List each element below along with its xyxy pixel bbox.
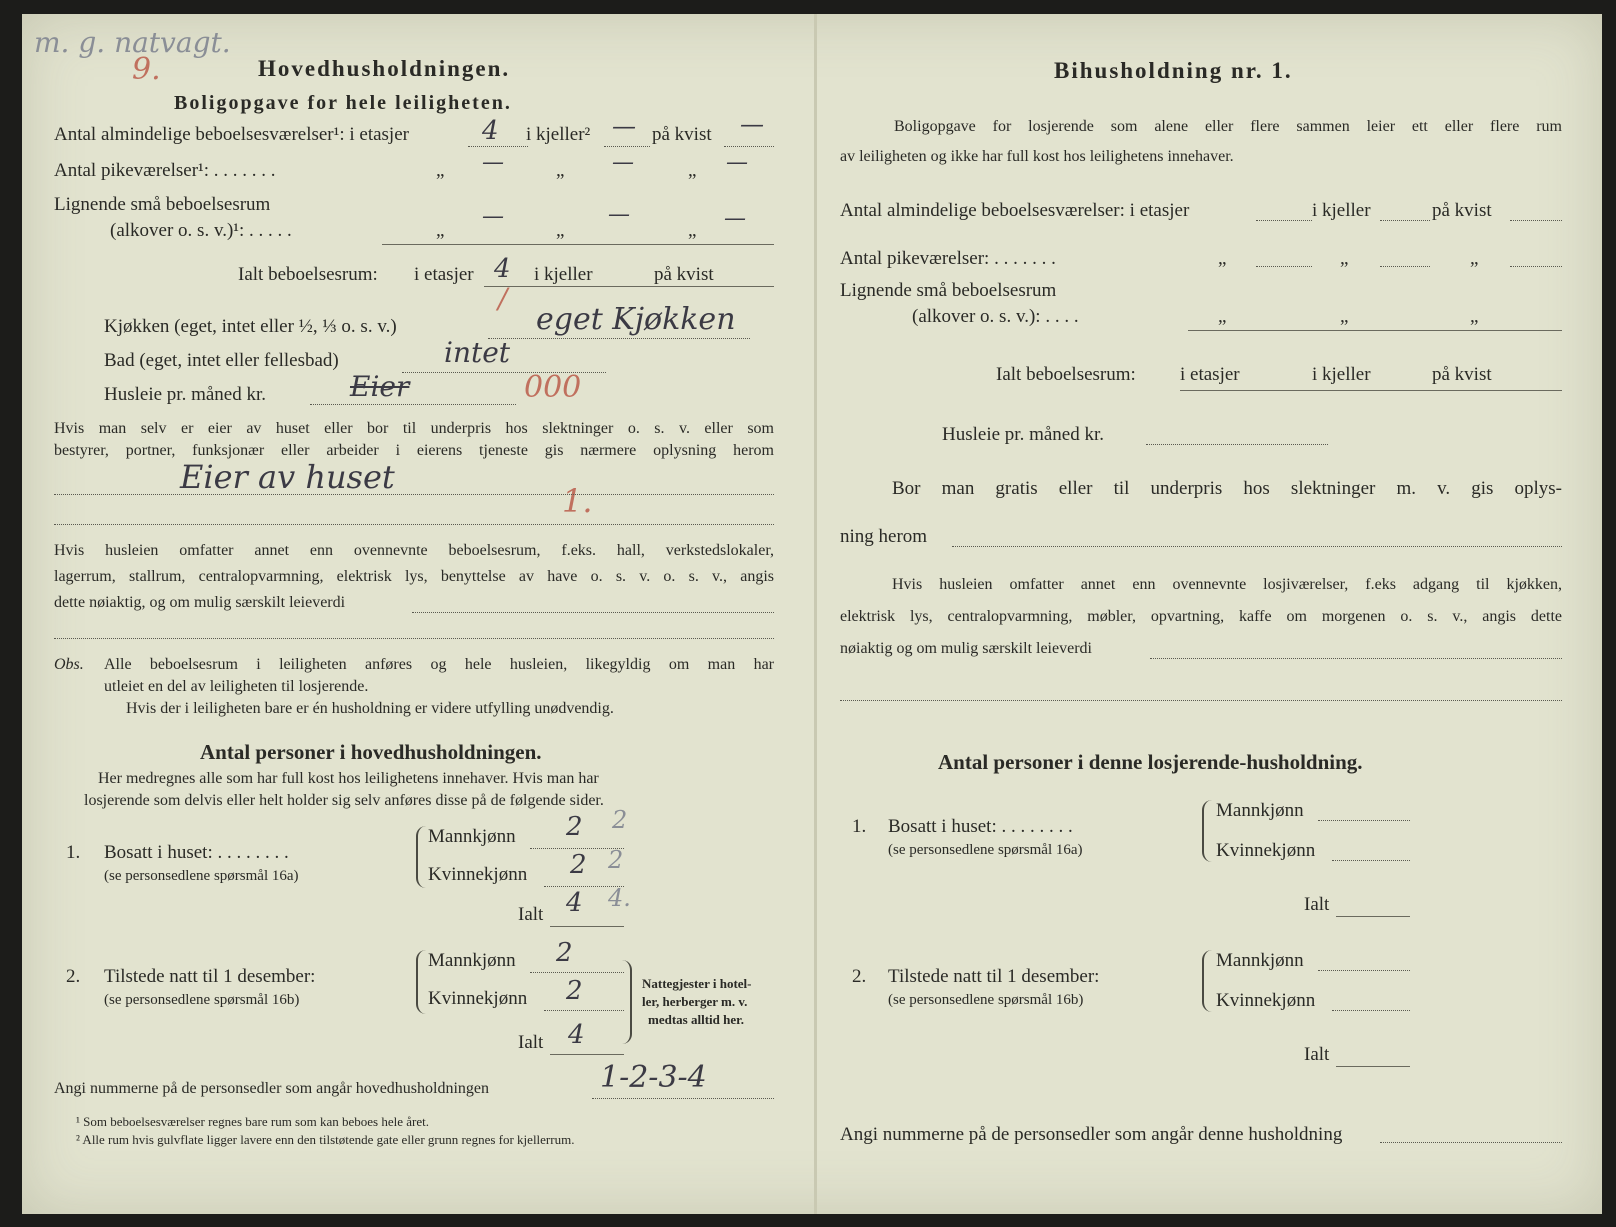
bad-label: Bad (eget, intet eller fellesbad) bbox=[104, 350, 339, 371]
right-intro-1: Boligopgave for losjerende som alene eller flere sammen leier ett eller flere rum bbox=[894, 118, 1562, 135]
husleie-label: Husleie pr. måned kr. bbox=[104, 384, 266, 405]
right-tilstede-mann-line bbox=[1318, 970, 1410, 971]
right-gratis-line bbox=[952, 546, 1562, 547]
row3-ditto-2: „ bbox=[556, 220, 565, 241]
row1-kvist-line bbox=[724, 146, 774, 147]
right-row3-label-a: Lignende små beboelsesrum bbox=[840, 280, 1057, 301]
row1-etasjer-line bbox=[468, 146, 528, 147]
right-omfatter-line-1 bbox=[1150, 658, 1562, 659]
right-omfatter-1: Hvis husleien omfatter annet enn ovennevnte losjiværelser, f.eks adgang til kjøkken, bbox=[892, 576, 1562, 593]
persons-text-1: Her medregnes alle som har full kost hos leilighetens innehaver. Hvis man har bbox=[98, 770, 599, 787]
row3-dash-3: — bbox=[724, 206, 746, 231]
right-omfatter-2: elektrisk lys, centralopvarmning, møbler, opvartning, kaffe om morgenen o. s. v., angis dette bbox=[840, 608, 1562, 625]
right-row2-ditto-1: „ bbox=[1218, 248, 1227, 269]
right-row1-kjeller-line bbox=[1380, 220, 1430, 221]
right-bosatt-sub: (se personsedlene spørsmål 16a) bbox=[888, 842, 1083, 858]
omfatter-text-3: dette nøiaktig, og om mulig særskilt leieverdi bbox=[54, 594, 346, 611]
kjokken-value: eget Kjøkken bbox=[536, 302, 736, 337]
right-bosatt-ialt-line bbox=[1336, 916, 1410, 917]
bosatt-sub: (se personsedlene spørsmål 16a) bbox=[104, 868, 299, 884]
bosatt-kvinne-label: Kvinnekjønn bbox=[428, 864, 528, 885]
right-row3-ditto-1: „ bbox=[1218, 306, 1227, 327]
kjokken-line bbox=[488, 338, 750, 339]
right-row1-kvist-label: på kvist bbox=[1432, 200, 1492, 221]
right-row2-line-3 bbox=[1510, 266, 1562, 267]
right-ialt-kjeller-label: i kjeller bbox=[1312, 364, 1371, 385]
bosatt-mann-label: Mannkjønn bbox=[428, 826, 516, 847]
right-row1-label: Antal almindelige beboelsesværelser: i etasjer bbox=[840, 200, 1190, 221]
right-bosatt-mann-line bbox=[1318, 820, 1410, 821]
right-row2-line-1 bbox=[1256, 266, 1312, 267]
row2-ditto-3: „ bbox=[688, 160, 697, 181]
row2-dash-1: — bbox=[482, 150, 504, 175]
pencil-note: m. g. natvagt. bbox=[34, 26, 231, 59]
row3-label-b: (alkover o. s. v.)¹: . . . . . bbox=[110, 220, 292, 241]
row3-dash-1: — bbox=[482, 204, 504, 229]
right-omfatter-line-2 bbox=[840, 700, 1562, 701]
bosatt-ialt-label: Ialt bbox=[518, 904, 544, 925]
right-bosatt-brace bbox=[1202, 800, 1212, 862]
right-tilstede-brace bbox=[1202, 950, 1212, 1012]
tilstede-kvinne-line bbox=[544, 1010, 624, 1011]
row3-dash-2: — bbox=[608, 202, 630, 227]
red-mark-2: 1. bbox=[562, 482, 593, 520]
right-tilstede-ialt-line bbox=[1336, 1066, 1410, 1067]
right-gratis-2: ning herom bbox=[840, 526, 928, 547]
right-gratis-1: Bor man gratis eller til underpris hos slektninger m. v. gis oplys- bbox=[892, 478, 1562, 499]
page-fold bbox=[814, 14, 817, 1214]
bad-value: intet bbox=[444, 336, 511, 369]
obs-text-1: Alle beboelsesrum i leiligheten anføres og hele husleien, likegyldig om man har bbox=[104, 656, 774, 673]
right-row3-ditto-2: „ bbox=[1340, 306, 1349, 327]
bosatt-ialt-value: 4 bbox=[566, 888, 583, 918]
right-title: Bihusholdning nr. 1. bbox=[1054, 58, 1293, 83]
row3-label-a: Lignende små beboelsesrum bbox=[54, 194, 271, 215]
footnote-2: ² Alle rum hvis gulvflate ligger lavere enn den tilstøtende gate eller grunn regnes for kjellerrum. bbox=[76, 1132, 575, 1147]
left-title: Hovedhusholdningen. bbox=[258, 56, 511, 81]
persons-title: Antal personer i hovedhusholdningen. bbox=[200, 740, 542, 764]
nattegjester-line-1: Nattegjester i hotel- bbox=[642, 976, 752, 991]
kjokken-label: Kjøkken (eget, intet eller ½, ⅓ o. s. v.) bbox=[104, 316, 397, 337]
right-tilstede-mann-label: Mannkjønn bbox=[1216, 950, 1304, 971]
right-bosatt-ialt-label: Ialt bbox=[1304, 894, 1330, 915]
ialt-kvist-label: på kvist bbox=[654, 264, 714, 285]
eier-text-2: bestyrer, portner, funksjonær eller arbeider i eierens tjeneste gis nærmere oplysning herom bbox=[54, 442, 774, 459]
right-row2-line-2 bbox=[1380, 266, 1430, 267]
bosatt-label: Bosatt i huset: . . . . . . . . bbox=[104, 842, 289, 863]
right-row1-kjeller-label: i kjeller bbox=[1312, 200, 1371, 221]
row3-ditto-3: „ bbox=[688, 220, 697, 241]
eier-line-2 bbox=[54, 524, 774, 525]
ialt-line bbox=[484, 286, 774, 287]
page-number: 9. bbox=[132, 52, 161, 87]
tilstede-ialt-label: Ialt bbox=[518, 1032, 544, 1053]
persons-text-2: losjerende som delvis eller helt holder sig selv anføres disse på de følgende sider. bbox=[84, 792, 604, 809]
tilstede-kvinne-value: 2 bbox=[566, 976, 583, 1006]
right-ialt-label: Ialt beboelsesrum: bbox=[996, 364, 1136, 385]
right-bosatt-kvinne-label: Kvinnekjønn bbox=[1216, 840, 1316, 861]
ialt-etasjer-label: i etasjer bbox=[414, 264, 474, 285]
right-husleie-line bbox=[1146, 444, 1328, 445]
right-bosatt-number: 1. bbox=[852, 816, 867, 837]
ialt-label: Ialt beboelsesrum: bbox=[238, 264, 378, 285]
angi-line bbox=[592, 1098, 774, 1099]
right-row1-etasjer-line bbox=[1256, 220, 1312, 221]
row1-kjeller-line bbox=[604, 146, 650, 147]
red-mark-1: / bbox=[498, 282, 508, 315]
ialt-kjeller-label: i kjeller bbox=[534, 264, 593, 285]
ialt-etasjer-value: 4 bbox=[494, 254, 511, 284]
right-tilstede-kvinne-line bbox=[1332, 1010, 1410, 1011]
right-husleie-label: Husleie pr. måned kr. bbox=[942, 424, 1104, 445]
tilstede-label: Tilstede natt til 1 desember: bbox=[104, 966, 316, 987]
husleie-line bbox=[310, 404, 516, 405]
row2-dash-2: — bbox=[612, 150, 634, 175]
obs-text-2: utleiet en del av leiligheten til losjerende. bbox=[104, 678, 369, 695]
right-row1-kvist-line bbox=[1510, 220, 1562, 221]
right-tilstede-ialt-label: Ialt bbox=[1304, 1044, 1330, 1065]
bosatt-mann-faint: 2 bbox=[612, 806, 628, 834]
omfatter-text-1: Hvis husleien omfatter annet enn ovennevnte beboelsesrum, f.eks. hall, verkstedslokaler, bbox=[54, 542, 774, 559]
row1-kjeller-value: — bbox=[612, 112, 636, 140]
right-row3-ditto-3: „ bbox=[1470, 306, 1479, 327]
nattegjester-line-3: medtas alltid her. bbox=[648, 1012, 744, 1027]
row1-label: Antal almindelige beboelsesværelser¹: i etasjer bbox=[54, 124, 409, 145]
right-tilstede-sub: (se personsedlene spørsmål 16b) bbox=[888, 992, 1084, 1008]
bosatt-number: 1. bbox=[66, 842, 81, 863]
tilstede-ialt-value: 4 bbox=[568, 1020, 585, 1050]
row2-label: Antal pikeværelser¹: . . . . . . . bbox=[54, 160, 276, 181]
row3-ditto-1: „ bbox=[436, 220, 445, 241]
omfatter-line-2 bbox=[54, 638, 774, 639]
right-tilstede-kvinne-label: Kvinnekjønn bbox=[1216, 990, 1316, 1011]
right-bosatt-label: Bosatt i huset: . . . . . . . . bbox=[888, 816, 1073, 837]
eier-value: Eier av huset bbox=[180, 458, 395, 496]
row1-kjeller-label: i kjeller² bbox=[526, 124, 591, 145]
right-row3-line bbox=[1188, 330, 1562, 331]
right-angi-label: Angi nummerne på de personsedler som angår denne husholdning bbox=[840, 1124, 1343, 1145]
right-row2-ditto-2: „ bbox=[1340, 248, 1349, 269]
bosatt-ialt-faint: 4. bbox=[608, 884, 631, 912]
tilstede-kvinne-label: Kvinnekjønn bbox=[428, 988, 528, 1009]
eier-text-1: Hvis man selv er eier av huset eller bor til underpris hos slektninger o. s. v. eller som bbox=[54, 420, 774, 437]
angi-label: Angi nummerne på de personsedler som angår hovedhusholdningen bbox=[54, 1080, 490, 1097]
right-omfatter-3: nøiaktig og om mulig særskilt leieverdi bbox=[840, 640, 1092, 657]
right-ialt-etasjer-label: i etasjer bbox=[1180, 364, 1240, 385]
tilstede-sub: (se personsedlene spørsmål 16b) bbox=[104, 992, 300, 1008]
bosatt-ialt-line bbox=[550, 926, 624, 927]
right-bosatt-kvinne-line bbox=[1332, 860, 1410, 861]
footnote-1: ¹ Som beboelsesværelser regnes bare rum som kan beboes hele året. bbox=[76, 1114, 429, 1129]
eier-line-1 bbox=[54, 494, 774, 495]
angi-value: 1-2-3-4 bbox=[600, 1060, 707, 1095]
husleie-value: Eier bbox=[350, 370, 410, 403]
obs-text-3: Hvis der i leiligheten bare er én husholdning er videre utfylling unødvendig. bbox=[126, 700, 614, 717]
right-row2-label: Antal pikeværelser: . . . . . . . bbox=[840, 248, 1056, 269]
bosatt-brace bbox=[416, 826, 426, 888]
row1-kvist-label: på kvist bbox=[652, 124, 712, 145]
obs-label: Obs. bbox=[54, 656, 84, 673]
right-ialt-kvist-label: på kvist bbox=[1432, 364, 1492, 385]
row1-kvist-value: — bbox=[740, 110, 764, 138]
bosatt-kvinne-faint: 2 bbox=[608, 846, 624, 874]
right-angi-line bbox=[1380, 1142, 1562, 1143]
tilstede-number: 2. bbox=[66, 966, 81, 987]
bosatt-mann-value: 2 bbox=[566, 812, 583, 842]
tilstede-mann-label: Mannkjønn bbox=[428, 950, 516, 971]
tilstede-brace bbox=[416, 950, 426, 1014]
tilstede-mann-value: 2 bbox=[556, 938, 573, 968]
nattegjester-brace bbox=[622, 960, 632, 1044]
row2-dash-3: — bbox=[726, 150, 748, 175]
right-persons-title: Antal personer i denne losjerende-husholdning. bbox=[938, 750, 1363, 774]
tilstede-mann-line bbox=[530, 972, 624, 973]
right-ialt-line bbox=[1180, 390, 1562, 391]
right-row3-label-b: (alkover o. s. v.): . . . . bbox=[912, 306, 1079, 327]
right-tilstede-label: Tilstede natt til 1 desember: bbox=[888, 966, 1100, 987]
left-subtitle: Boligopgave for hele leiligheten. bbox=[174, 92, 512, 114]
right-intro-2: av leiligheten og ikke har full kost hos leilighetens innehaver. bbox=[840, 148, 1234, 165]
row3-line bbox=[382, 244, 774, 245]
omfatter-line-1 bbox=[412, 612, 774, 613]
right-row2-ditto-3: „ bbox=[1470, 248, 1479, 269]
tilstede-ialt-line bbox=[550, 1054, 624, 1055]
row2-ditto-1: „ bbox=[436, 160, 445, 181]
right-bosatt-mann-label: Mannkjønn bbox=[1216, 800, 1304, 821]
omfatter-text-2: lagerrum, stallrum, centralopvarmning, elektrisk lys, benyttelse av have o. s. v. o. s. v., angis bbox=[54, 568, 774, 585]
right-tilstede-number: 2. bbox=[852, 966, 867, 987]
row1-etasjer-value: 4 bbox=[482, 116, 499, 146]
row2-ditto-2: „ bbox=[556, 160, 565, 181]
husleie-red-value: 000 bbox=[524, 370, 582, 405]
nattegjester-line-2: ler, herberger m. v. bbox=[642, 994, 748, 1009]
bosatt-kvinne-value: 2 bbox=[570, 850, 587, 880]
